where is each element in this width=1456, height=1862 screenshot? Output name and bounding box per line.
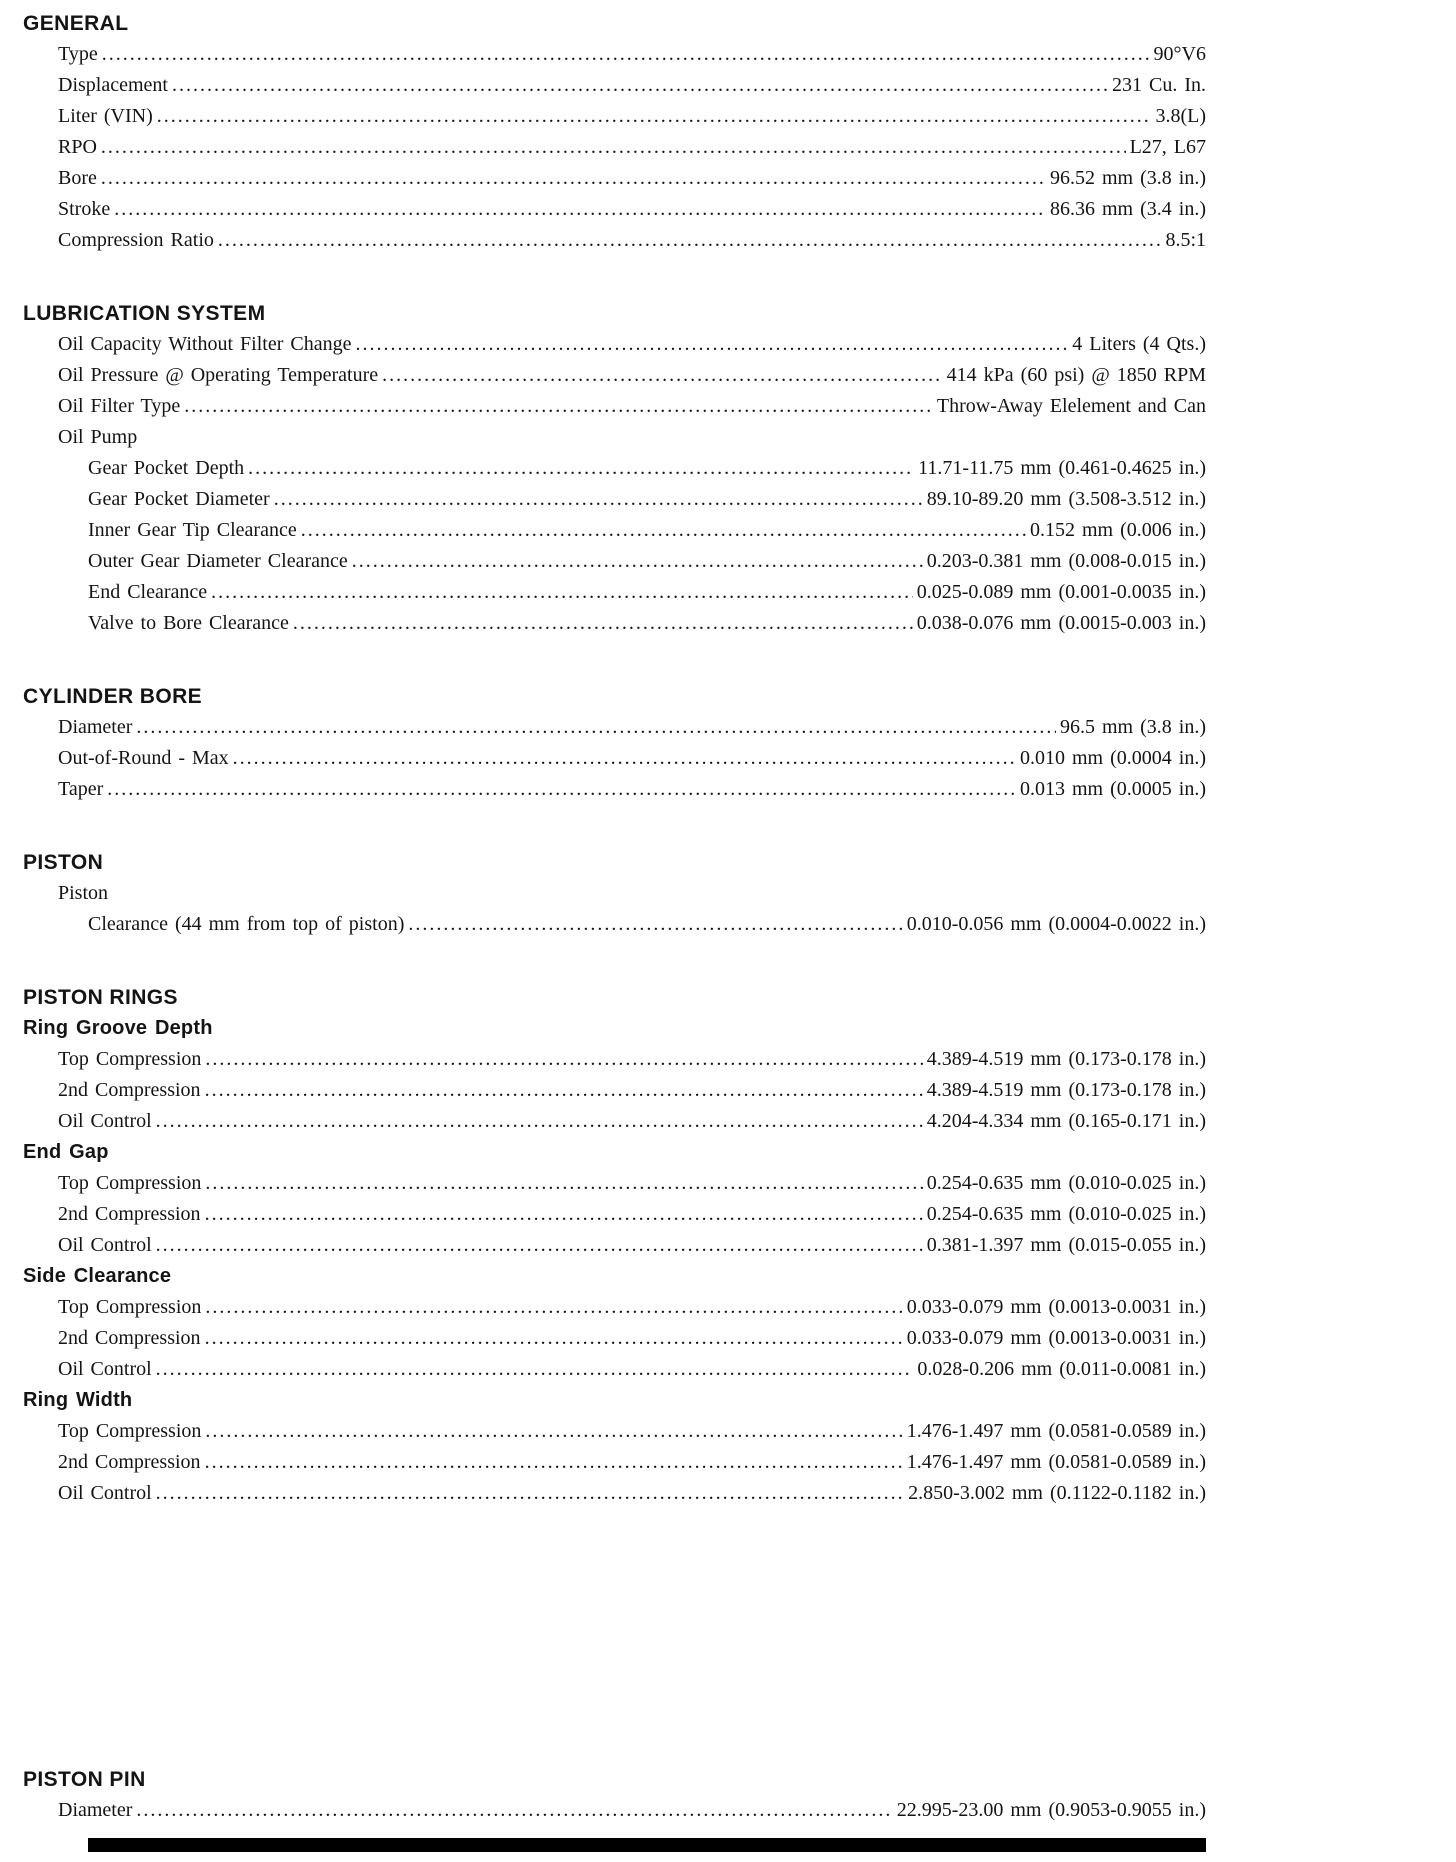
spec-label: Oil Filter Type: [58, 395, 181, 417]
leader-dots: [205, 1044, 922, 1075]
spec-label: Top Compression: [58, 1420, 202, 1442]
spec-value: 0.013 mm (0.0005 in.): [1020, 778, 1206, 800]
spec-label: End Gap: [23, 1141, 109, 1163]
leader-dots: [172, 70, 1108, 101]
spec-label: RPO: [58, 136, 97, 158]
spec-row: [23, 774, 1206, 805]
spec-value: 0.254-0.635 mm (0.010-0.025 in.): [926, 1172, 1206, 1194]
spec-row: [23, 1354, 1206, 1385]
spec-label: Displacement: [58, 74, 168, 96]
spec-row: [23, 546, 1206, 577]
leader-dots: [156, 1230, 923, 1261]
spec-subheading: [23, 1137, 1206, 1168]
spec-row: [23, 132, 1206, 163]
section-cylinder-bore: [23, 681, 1206, 805]
spec-label: Valve to Bore Clearance: [88, 612, 289, 634]
spec-row: [23, 909, 1206, 940]
spec-label: Piston: [58, 882, 109, 904]
leader-dots: [205, 1323, 903, 1354]
spec-label: Top Compression: [58, 1172, 202, 1194]
spec-row: [23, 1447, 1206, 1478]
spec-label: Top Compression: [58, 1048, 202, 1070]
spec-value: 8.5:1: [1165, 229, 1206, 251]
spec-row: [23, 101, 1206, 132]
leader-dots: [248, 453, 914, 484]
spec-value: 2.850-3.002 mm (0.1122-0.1182 in.): [908, 1482, 1206, 1504]
spec-row: [23, 1292, 1206, 1323]
section-piston-rings: [23, 982, 1206, 1509]
spec-value: 22.995-23.00 mm (0.9053-0.9055 in.): [896, 1799, 1206, 1821]
leader-dots: [136, 1795, 892, 1826]
spec-label: Oil Control: [58, 1234, 152, 1256]
spec-group-label: [23, 422, 1206, 453]
spec-label: Oil Control: [58, 1358, 152, 1380]
spec-label: Top Compression: [58, 1296, 202, 1318]
leader-dots: [156, 1106, 923, 1137]
leader-dots: [408, 909, 902, 940]
spec-value: 86.36 mm (3.4 in.): [1050, 198, 1206, 220]
leader-dots: [352, 546, 923, 577]
spec-value: 231 Cu. In.: [1112, 74, 1206, 96]
spec-value: 96.5 mm (3.8 in.): [1060, 716, 1206, 738]
leader-dots: [382, 360, 943, 391]
spec-value: 0.028-0.206 mm (0.011-0.0081 in.): [917, 1358, 1206, 1380]
spec-value: 96.52 mm (3.8 in.): [1050, 167, 1206, 189]
spec-label: Ring Width: [23, 1389, 133, 1411]
spec-value: 4.389-4.519 mm (0.173-0.178 in.): [926, 1048, 1206, 1070]
leader-dots: [205, 1447, 903, 1478]
spec-value: 4.389-4.519 mm (0.173-0.178 in.): [926, 1079, 1206, 1101]
spec-subheading: [23, 1013, 1206, 1044]
spec-row: [23, 194, 1206, 225]
spec-label: Side Clearance: [23, 1265, 172, 1287]
spec-row: [23, 70, 1206, 101]
spec-label: Oil Capacity Without Filter Change: [58, 333, 352, 355]
leader-dots: [205, 1168, 922, 1199]
leader-dots: [205, 1416, 902, 1447]
spec-group-label: [23, 878, 1206, 909]
spec-row: [23, 577, 1206, 608]
spec-label: 2nd Compression: [58, 1203, 201, 1225]
spec-row: [23, 360, 1206, 391]
spec-label: Diameter: [58, 1799, 133, 1821]
spec-row: [23, 1230, 1206, 1261]
section-title: PISTON PIN: [23, 1768, 146, 1791]
spec-row: [23, 1075, 1206, 1106]
leader-dots: [355, 329, 1068, 360]
spec-value: 89.10-89.20 mm (3.508-3.512 in.): [926, 488, 1206, 510]
spec-row: [23, 743, 1206, 774]
spec-label: Out-of-Round - Max: [58, 747, 229, 769]
scan-artifact-bar: [88, 1838, 1206, 1852]
spec-value: 0.010 mm (0.0004 in.): [1020, 747, 1206, 769]
leader-dots: [301, 515, 1026, 546]
spec-label: 2nd Compression: [58, 1327, 201, 1349]
section-title: CYLINDER BORE: [23, 685, 203, 708]
spec-value: 3.8(L): [1155, 105, 1206, 127]
section-title: GENERAL: [23, 12, 129, 35]
spec-row: [23, 484, 1206, 515]
spec-row: [23, 712, 1206, 743]
spec-row: [23, 225, 1206, 256]
spec-label: Clearance (44 mm from top of piston): [88, 913, 405, 935]
spec-row: [23, 1795, 1206, 1826]
spec-value: 0.033-0.079 mm (0.0013-0.0031 in.): [906, 1327, 1206, 1349]
spec-value: 1.476-1.497 mm (0.0581-0.0589 in.): [906, 1420, 1206, 1442]
spec-row: [23, 1168, 1206, 1199]
spec-value: 0.203-0.381 mm (0.008-0.015 in.): [926, 550, 1206, 572]
section-title: PISTON: [23, 851, 104, 874]
spec-value: 4.204-4.334 mm (0.165-0.171 in.): [926, 1110, 1206, 1132]
spec-label: Type: [58, 43, 98, 65]
spec-row: [23, 453, 1206, 484]
leader-dots: [218, 225, 1162, 256]
leader-dots: [293, 608, 913, 639]
spec-value: 90°V6: [1153, 43, 1206, 65]
spec-row: [23, 39, 1206, 70]
spec-row: [23, 515, 1206, 546]
spec-value: L27, L67: [1129, 136, 1206, 158]
section-piston-pin: [23, 1764, 1206, 1826]
leader-dots: [205, 1075, 923, 1106]
spec-value: 11.71-11.75 mm (0.461-0.4625 in.): [918, 457, 1206, 479]
section-piston: [23, 847, 1206, 940]
spec-label: Oil Control: [58, 1110, 152, 1132]
leader-dots: [136, 712, 1056, 743]
leader-dots: [101, 163, 1046, 194]
spec-label: Liter (VIN): [58, 105, 153, 127]
spec-document: [23, 8, 1206, 1826]
leader-dots: [205, 1292, 902, 1323]
spec-value: 0.033-0.079 mm (0.0013-0.0031 in.): [906, 1296, 1206, 1318]
spec-row: [23, 329, 1206, 360]
spec-label: Gear Pocket Diameter: [88, 488, 270, 510]
spec-value: 414 kPa (60 psi) @ 1850 RPM: [946, 364, 1206, 386]
spec-label: Oil Pressure @ Operating Temperature: [58, 364, 379, 386]
leader-dots: [101, 132, 1126, 163]
spec-value: 0.381-1.397 mm (0.015-0.055 in.): [926, 1234, 1206, 1256]
spec-value: 1.476-1.497 mm (0.0581-0.0589 in.): [906, 1451, 1206, 1473]
spec-label: 2nd Compression: [58, 1079, 201, 1101]
spec-subheading: [23, 1261, 1206, 1292]
spec-label: Taper: [58, 778, 104, 800]
spec-row: [23, 1106, 1206, 1137]
spec-subheading: [23, 1385, 1206, 1416]
section-title: PISTON RINGS: [23, 986, 178, 1009]
spec-row: [23, 1044, 1206, 1075]
spec-label: Oil Pump: [58, 426, 138, 448]
spec-label: Compression Ratio: [58, 229, 214, 251]
section-lubrication-system: [23, 298, 1206, 639]
leader-dots: [156, 1354, 914, 1385]
spec-row: [23, 1478, 1206, 1509]
spec-label: End Clearance: [88, 581, 208, 603]
spec-value: Throw-Away Elelement and Can: [936, 395, 1206, 417]
leader-dots: [107, 774, 1016, 805]
leader-dots: [205, 1199, 923, 1230]
leader-dots: [184, 391, 933, 422]
spec-label: Diameter: [58, 716, 133, 738]
spec-row: [23, 1199, 1206, 1230]
spec-label: Outer Gear Diameter Clearance: [88, 550, 348, 572]
spec-row: [23, 608, 1206, 639]
spec-label: Inner Gear Tip Clearance: [88, 519, 297, 541]
spec-value: 0.152 mm (0.006 in.): [1030, 519, 1206, 541]
leader-dots: [156, 1478, 905, 1509]
leader-dots: [211, 577, 913, 608]
spec-label: Stroke: [58, 198, 111, 220]
spec-label: Ring Groove Depth: [23, 1017, 213, 1039]
leader-dots: [102, 39, 1150, 70]
spec-value: 0.010-0.056 mm (0.0004-0.0022 in.): [906, 913, 1206, 935]
leader-dots: [157, 101, 1152, 132]
spec-row: [23, 1416, 1206, 1447]
spec-value: 0.025-0.089 mm (0.001-0.0035 in.): [916, 581, 1206, 603]
leader-dots: [233, 743, 1016, 774]
spec-label: 2nd Compression: [58, 1451, 201, 1473]
spec-row: [23, 163, 1206, 194]
section-title: LUBRICATION SYSTEM: [23, 302, 266, 325]
spec-label: Gear Pocket Depth: [88, 457, 245, 479]
section-general: [23, 8, 1206, 256]
spec-value: 0.254-0.635 mm (0.010-0.025 in.): [926, 1203, 1206, 1225]
spec-label: Oil Control: [58, 1482, 152, 1504]
spec-row: [23, 1323, 1206, 1354]
spec-label: Bore: [58, 167, 97, 189]
leader-dots: [114, 194, 1046, 225]
spec-row: [23, 391, 1206, 422]
spec-value: 0.038-0.076 mm (0.0015-0.003 in.): [916, 612, 1206, 634]
leader-dots: [274, 484, 923, 515]
spec-value: 4 Liters (4 Qts.): [1072, 333, 1206, 355]
